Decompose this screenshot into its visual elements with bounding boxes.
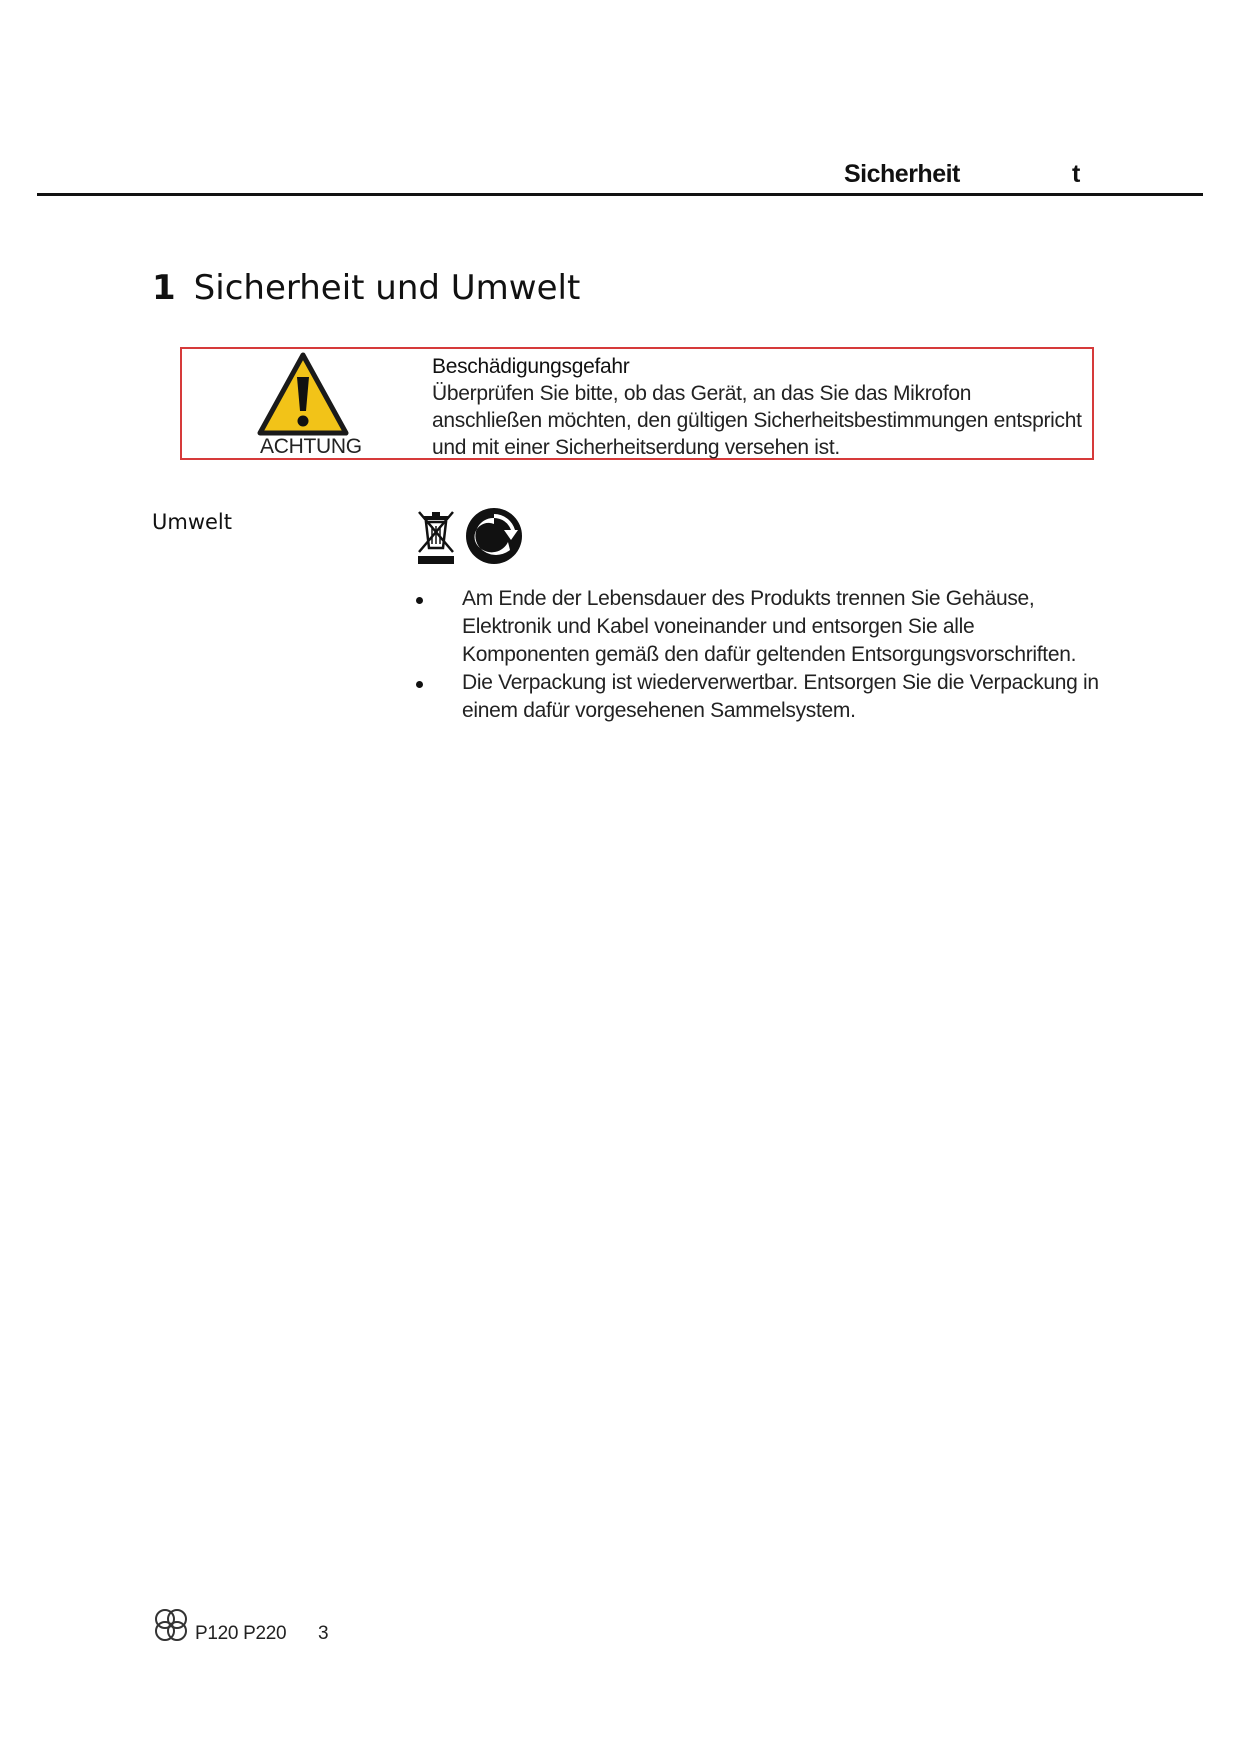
- header-section-title: Sicherheit: [844, 160, 960, 188]
- chapter-number: 1: [152, 268, 176, 308]
- green-dot-icon: [464, 506, 524, 566]
- chapter-heading: [152, 268, 580, 308]
- warning-label: ACHTUNG: [260, 435, 362, 458]
- brand-logo-icon: [151, 1605, 191, 1645]
- environment-icons: [414, 506, 524, 566]
- list-item: Die Verpackung ist wiederverwertbar. Entsorgen Sie die Verpackung in einem dafür vorgesehenen Sammelsystem.: [414, 669, 1104, 725]
- environment-label: Umwelt: [152, 510, 232, 534]
- environment-bullet-list: [414, 585, 1104, 725]
- chapter-title: Sicherheit und Umwelt: [193, 268, 581, 308]
- page-number: 3: [318, 1623, 329, 1644]
- header-rule: [37, 193, 1203, 196]
- warning-body: Überprüfen Sie bitte, ob das Gerät, an das Sie das Mikrofon anschließen möchten, den gültigen Sicherheitsbestimmungen entspricht und mit einer Sicherheitserdung versehen ist.: [432, 382, 1082, 459]
- footer-model: P120 P220: [195, 1623, 287, 1644]
- weee-crossed-bin-icon: [414, 506, 458, 566]
- warning-text-block: [432, 353, 1082, 461]
- header-section-tag: t: [1072, 160, 1081, 188]
- warning-triangle-icon: [256, 351, 350, 437]
- warning-box: [180, 347, 1094, 460]
- warning-title: Beschädigungsgefahr: [432, 355, 630, 378]
- list-item: Am Ende der Lebensdauer des Produkts trennen Sie Gehäuse, Elektronik und Kabel voneinander und entsorgen Sie alle Komponenten gemäß den dafür geltenden Entsorgungsvorschriften.: [414, 585, 1104, 669]
